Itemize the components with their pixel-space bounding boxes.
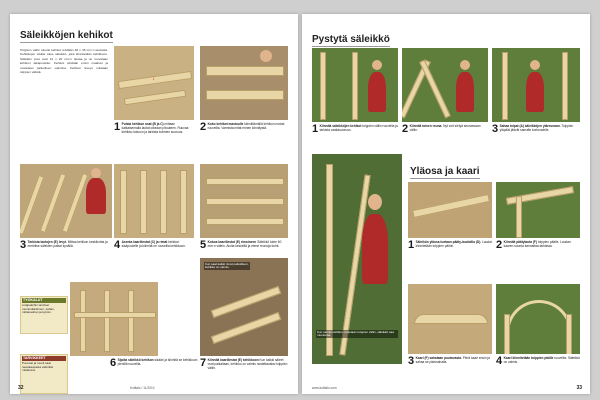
trellis-main-photo xyxy=(312,154,402,364)
right-page xyxy=(302,14,590,394)
step-6-photo xyxy=(70,282,158,356)
materials-text: Puuosat ja ruuvit saat rautakaupasta valmiiksi mitattuina. xyxy=(22,360,54,373)
step-3-caption: 3 Tarkista lautojen (E) levyt. Mittaa kehikon keskikohta ja merkitse säleiden paikat kynällä. xyxy=(20,239,108,251)
right-b1-caption: 1 Säleikön yläosa tuetaan pääty-laudoilla (D). Laudat kiinnitetään tolppien päihin. xyxy=(408,239,492,251)
step-4-photo xyxy=(114,164,194,238)
materials-heading: TARVIKKEET xyxy=(22,356,66,361)
step-7-overlay: Kun saat kaikki rimat paikoilleen, kehikko on valmis. xyxy=(205,261,249,270)
right-b4-photo xyxy=(496,284,580,354)
tools-box xyxy=(20,296,68,334)
step-4-caption: 4 Asenta kaariliestat (C) ja rimat kehikon sisäpuolelle ja kiinnitä ne ruuveilla kehikkoon. xyxy=(114,239,186,251)
intro-text: Tolppien väliin tulevat kehikot tehdään 28 x 45 mm:n lautoista. Kehikkojen sisälle tulee säleikkö, joka kiinnitetään kehikkoon. Säleikön puut ovat 12 x 20 mm:n lautaa ja ne ruuvataan kehikon takapuolelle. Kehikot tehdään ensin maahan ja nostetaan paikoilleen valmiina. Kehikon leveys mitataan tolppien välistä. xyxy=(20,48,108,75)
right-step-2-photo xyxy=(402,48,488,122)
section-2-title: Yläosa ja kaari xyxy=(410,166,480,177)
step-5-photo xyxy=(200,164,288,238)
step-5-caption: 5 Kokoa kaariliestat (E) rimoineen Säleikkö tulee 60 mm:n välein. Aloita keskeltä ja etene reunoja kohti. xyxy=(200,239,282,251)
right-page-title: Pystytä säleikkö xyxy=(312,34,390,45)
step-7-caption: 7 Kiinnitä kaariliestat (E) kehikkoon Kun kaikki säleet ovat paikallaan, kehikko on valmis nostettavaksi tolppien väliin. xyxy=(200,357,288,371)
right-b2-photo xyxy=(496,182,580,238)
right-b1-photo xyxy=(408,182,492,238)
right-footer: www.kotitalo.com xyxy=(312,386,337,390)
left-footer: Kotitalo / 11/2014 xyxy=(130,386,155,390)
right-step-3-caption: 3 Sahaa tolpat (A) säleikköjen yläreunaan. Tolppien yläpäät jäävät samalle korkeudelle. xyxy=(492,123,574,135)
right-page-number: 33 xyxy=(576,385,582,391)
right-step-1-photo xyxy=(312,48,398,122)
step-1-caption: 1 Puista kehikon osat (B ja C) mittaan katkaisemalla lautat oikeaan pituuteen. Ruuvaa kehikko kokoon ja tarkista kulmien suoruus. xyxy=(114,121,189,135)
right-b3-caption: 3 Kaari (F) sahataan puutavasta. Piirrä kaari ensin ja sahaa se pistosahalla. xyxy=(408,355,490,367)
left-page-title: Säleikköjen kehikot xyxy=(20,30,113,41)
step-2-photo xyxy=(200,46,288,120)
left-page xyxy=(10,14,298,394)
right-b3-photo xyxy=(408,284,492,354)
materials-box xyxy=(20,354,68,394)
right-step-1-caption: 1 Kiinnitä säleikköjen kehikot tolppien väliin ruuveilla ja tarkista vaakasuoruus. xyxy=(312,123,398,135)
right-b4-caption: 4 Kaari kiinnitetään tolppien päälle ruuveilla. Säleikkö on valmis. xyxy=(496,355,580,367)
step-2-caption: 2 Koko kehikot mastoulle kiinnittämällä kehikon nurkat ruuveilla. Varmista mitat ennen kiinnitystä. xyxy=(200,121,285,133)
right-step-3-photo xyxy=(492,48,580,122)
tools-text: Lisäpaloihin tarvitset ruuvinvääntimen, sahan, mittanauhan ja kynän. xyxy=(22,302,55,315)
tools-heading: TYÖKALUT xyxy=(22,298,66,303)
main-photo-overlay: Kun valmis kehikko nostetaan tolppien väliin, säleikkö saa muotonsa. xyxy=(316,330,398,338)
left-page-number: 32 xyxy=(18,385,24,391)
step-6-caption: 6 Sijoita säleikkö kehikon sisään ja kiinnitä se kehikkoon pienillä ruuveilla. xyxy=(110,357,198,369)
step-7-photo xyxy=(200,258,288,356)
right-b2-caption: 2 Kiinnitä päätylauta (F) tolppien päälle. Laudan kaaren suunta kannattaa tarkistaa. xyxy=(496,239,571,251)
step-1-photo: ↓ xyxy=(114,46,194,120)
step-3-photo xyxy=(20,164,112,238)
right-step-2-caption: 2 Kiinnitä toinen reuna. Nyt voit siirtyä seuraavaan väliin. xyxy=(402,123,481,135)
